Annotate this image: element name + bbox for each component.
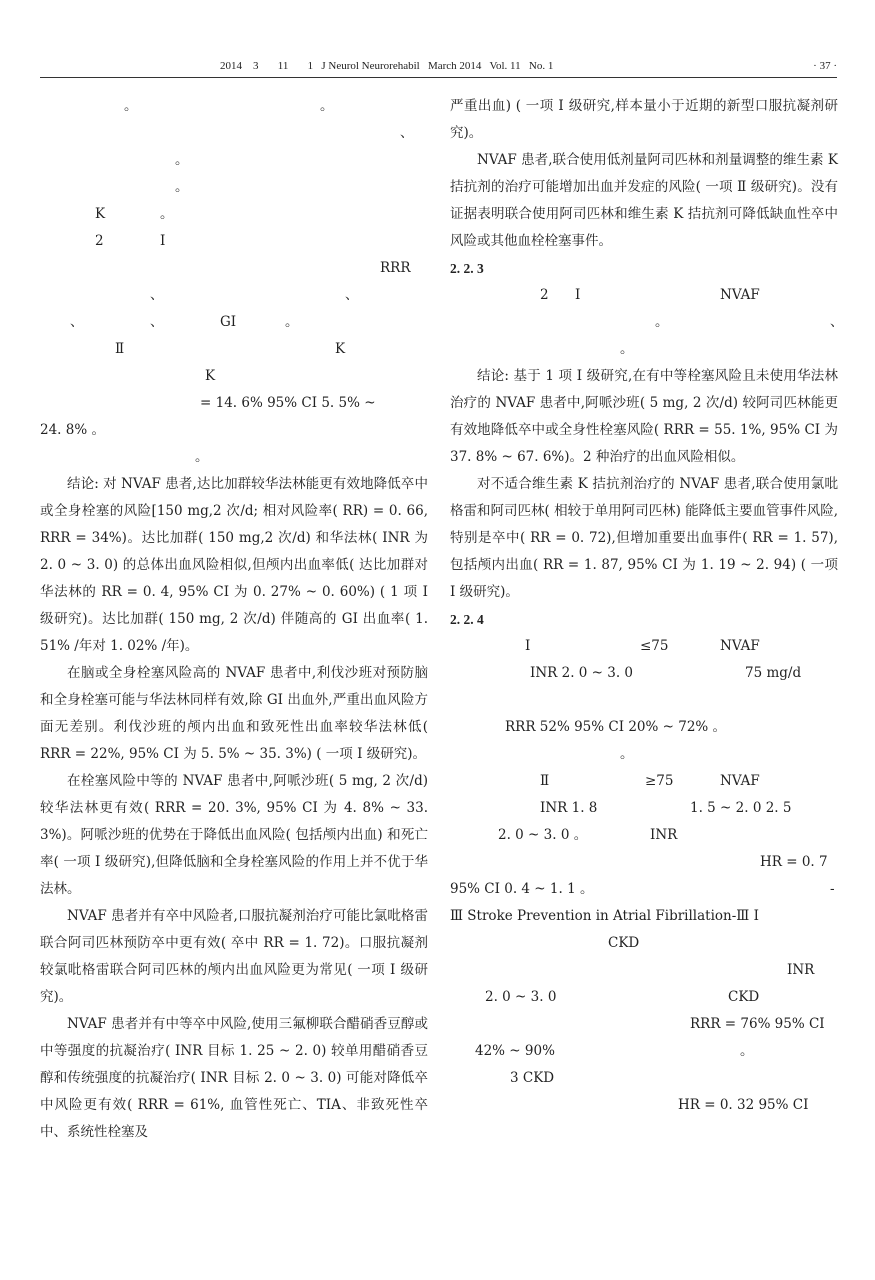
text-fragment: 2 <box>540 287 549 303</box>
bleeding-continuation: 严重出血) ( 一项 Ⅰ 级研究,样本量小于近期的新型口服抗凝剂研究)。 <box>450 98 838 141</box>
fragment-line <box>40 174 428 201</box>
text-fragment: INR <box>650 827 678 843</box>
text-fragment: Ⅲ Stroke Prevention in Atrial Fibrillation-Ⅲ Ⅰ <box>450 908 759 924</box>
text-fragment: 2. 0 ~ 3. 0 <box>485 989 557 1005</box>
text-fragment: RRR 52% 95% CI 20% ~ 72% 。 <box>505 719 727 735</box>
text-fragment: Ⅰ <box>160 233 166 249</box>
text-fragment: K <box>95 206 106 222</box>
text-fragment: 。 <box>655 314 669 330</box>
fragment-line <box>450 984 838 1011</box>
fragment-line <box>40 309 428 336</box>
text-fragment: 、 <box>150 287 164 303</box>
rivaroxaban-paragraph: 在脑或全身栓塞风险高的 NVAF 患者中,利伐沙班对预防脑和全身栓塞可能与华法林同样有效,除 GI 出血外,严重出血风险方面无差别。利伐沙班的颅内出血和致死性出血率较华法林低( RRR = 22%, 95% CI 为 5. 5% ~ 35. 3%) ( 一项 Ⅰ 级研究)。 <box>40 665 428 762</box>
text-fragment: 。 <box>285 314 299 330</box>
text-fragment: 、 <box>400 125 414 141</box>
text-fragment: Ⅰ <box>575 287 581 303</box>
text-fragment: NVAF <box>720 773 760 789</box>
fragment-line <box>450 741 838 768</box>
right-fragment-lines-a <box>450 282 844 363</box>
journal-citation: 2014 3 11 1 J Neurol Neurorehabil March 2014 Vol. 11 No. 1 <box>220 60 554 72</box>
text-fragment: 。 <box>175 179 189 195</box>
apixaban-aspirin-conclusion: 结论: 基于 1 项 Ⅰ 级研究,在有中等栓塞风险且未使用华法林治疗的 NVAF 患者中,阿哌沙班( 5 mg, 2 次/d) 较阿司匹林能更有效地降低卒中或全身性栓塞风险( RRR = 55. 1%, 95% CI 为 37. 8% ~ 67. 6%)。2 种治疗的出血风险相似。 <box>450 368 838 465</box>
fragment-line <box>450 282 838 309</box>
running-header <box>40 55 837 78</box>
fragment-line <box>450 714 838 741</box>
right-column <box>450 93 844 1119</box>
fragment-line <box>40 120 428 147</box>
aspirin-vka-paragraph: NVAF 患者,联合使用低剂量阿司匹林和剂量调整的维生素 K 拮抗剂的治疗可能增加出血并发症的风险( 一项 Ⅱ 级研究)。没有证据表明联合使用阿司匹林和维生素 K 拮抗剂可降低缺血性卒中风险或其他血栓栓塞事件。 <box>450 152 838 249</box>
fragment-line <box>450 336 838 363</box>
text-fragment: 2. 0 ~ 3. 0 。 <box>498 827 588 843</box>
text-fragment: RRR = 76% 95% CI <box>690 1016 825 1032</box>
text-fragment: 24. 8% 。 <box>40 422 105 438</box>
fragment-line <box>40 390 428 417</box>
fragment-line <box>450 1038 838 1065</box>
text-fragment: 。 <box>195 449 209 465</box>
fragment-line <box>40 282 428 309</box>
clopidogrel-aspirin-paragraph: 对不适合维生素 K 拮抗剂治疗的 NVAF 患者,联合使用氯吡格雷和阿司匹林( 相较于单用阿司匹林) 能降低主要血管事件风险,特别是卒中( RR = 0. 72),但增加重要出血事件( RR = 1. 57),包括颅内出血( RR = 1. 87, 95% CI 为 1. 19 ~ 2. 94) ( 一项 Ⅰ 级研究)。 <box>450 476 838 600</box>
text-fragment: RRR <box>380 260 411 276</box>
text-fragment: NVAF <box>720 287 760 303</box>
text-fragment: 42% ~ 90% <box>475 1043 555 1059</box>
text-fragment: ≤75 <box>640 638 669 654</box>
fragment-line <box>450 849 838 876</box>
text-fragment: 。 <box>620 341 634 357</box>
fragment-line <box>40 147 428 174</box>
clopidogrel-paragraph: NVAF 患者并有卒中风险者,口服抗凝剂治疗可能比氯吡格雷联合阿司匹林预防卒中更有效( 卒中 RR = 1. 72)。口服抗凝剂较氯吡格雷联合阿司匹林的颅内出血风险更为常见( 一项 Ⅰ 级研究)。 <box>40 908 428 1005</box>
fragment-line <box>40 93 428 120</box>
text-fragment: 95% CI 0. 4 ~ 1. 1 。 <box>450 881 594 897</box>
section-2-2-4: 2. 2. 4 <box>450 612 484 627</box>
text-fragment: 。 <box>620 746 634 762</box>
fragment-line <box>450 768 838 795</box>
fragment-line <box>40 336 428 363</box>
apixaban-paragraph: 在栓塞风险中等的 NVAF 患者中,阿哌沙班( 5 mg, 2 次/d) 较华法林更有效( RRR = 20. 3%, 95% CI 为 4. 8% ~ 33. 3%)。阿哌沙班的优势在于降低出血风险( 包括颅内出血) 和死亡率( 一项 Ⅰ 级研究),但降低脑和全身栓塞风险的作用上并不优于华法林。 <box>40 773 428 897</box>
text-fragment: HR = 0. 7 <box>760 854 828 870</box>
text-fragment: 。 <box>160 206 174 222</box>
section-2-2-3: 2. 2. 3 <box>450 261 484 276</box>
right-fragment-lines-b <box>450 633 838 1119</box>
fragment-line <box>40 417 428 444</box>
fragment-line <box>450 876 838 903</box>
text-fragment: Ⅱ <box>540 773 550 789</box>
fragment-line <box>450 957 838 984</box>
dabigatran-conclusion: 结论: 对 NVAF 患者,达比加群较华法林能更有效地降低卒中或全身栓塞的风险[150 mg,2 次/d; 相对风险率( RR) = 0. 66, RRR = 34%)。达比加群( 150 mg,2 次/d) 和华法林( INR 为 2. 0 ~ 3. 0) 的总体出血风险相似,但颅内出血率低( 达比加群对华法林的 RR = 0. 4, 95% CI 为 0. 27% ~ 0. 60%) ( 1 项 Ⅰ 级研究)。达比加群( 150 mg, 2 次/d) 伴随高的 GI 出血率( 1. 51% /年对 1. 02% /年)。 <box>40 476 428 654</box>
text-fragment: 。 <box>175 152 189 168</box>
triflusal-paragraph: NVAF 患者并有中等卒中风险,使用三氟柳联合醋硝香豆醇或中等强度的抗凝治疗( INR 目标 1. 25 ~ 2. 0) 较单用醋硝香豆醇和传统强度的抗凝治疗( INR 目标 2. 0 ~ 3. 0) 可能对降低卒中风险更有效( RRR = 61%, 血管性死亡、TIA、非致死性卒中、系统性栓塞及 <box>40 1016 428 1140</box>
text-fragment: 1. 5 ~ 2. 0 2. 5 <box>690 800 792 816</box>
fragment-line <box>40 444 428 471</box>
fragment-line <box>40 228 428 255</box>
fragment-line <box>450 795 838 822</box>
text-fragment: - <box>830 881 835 897</box>
fragment-line <box>40 363 428 390</box>
text-fragment: INR <box>787 962 815 978</box>
text-fragment: INR 1. 8 <box>540 800 598 816</box>
text-fragment: 2 <box>95 233 104 249</box>
text-fragment: 。 <box>740 1043 754 1059</box>
fragment-line <box>450 660 838 687</box>
text-fragment: K <box>205 368 216 384</box>
left-fragment-lines <box>40 93 428 471</box>
text-fragment: CKD <box>608 935 640 951</box>
page-number: · 37 · <box>813 60 837 72</box>
text-fragment: INR 2. 0 ~ 3. 0 <box>530 665 634 681</box>
fragment-line <box>450 687 838 714</box>
fragment-line <box>450 1011 838 1038</box>
text-fragment: 、 <box>830 314 844 330</box>
text-fragment: 、 <box>345 287 359 303</box>
text-fragment: 75 mg/d <box>745 665 802 681</box>
text-fragment: = 14. 6% 95% CI 5. 5% ~ <box>200 395 376 411</box>
text-fragment: ≥75 <box>645 773 674 789</box>
fragment-line <box>450 1092 838 1119</box>
text-fragment: 、 <box>150 314 164 330</box>
fragment-line <box>450 1065 838 1092</box>
fragment-line <box>450 822 838 849</box>
fragment-line <box>40 255 428 282</box>
text-fragment: 、 <box>70 314 84 330</box>
text-fragment: 3 CKD <box>510 1070 555 1086</box>
fragment-line <box>450 903 838 930</box>
text-fragment: NVAF <box>720 638 760 654</box>
text-fragment: Ⅱ <box>115 341 125 357</box>
text-fragment: Ⅰ <box>525 638 531 654</box>
text-fragment: 。 <box>124 98 138 114</box>
text-fragment: CKD <box>728 989 760 1005</box>
fragment-line <box>450 633 838 660</box>
text-fragment: GI <box>220 314 237 330</box>
fragment-line <box>450 930 838 957</box>
fragment-line <box>450 309 844 336</box>
left-column <box>40 93 428 1146</box>
text-fragment: K <box>335 341 346 357</box>
text-fragment: 。 <box>320 98 334 114</box>
fragment-line <box>40 201 428 228</box>
text-fragment: HR = 0. 32 95% CI <box>678 1097 809 1113</box>
